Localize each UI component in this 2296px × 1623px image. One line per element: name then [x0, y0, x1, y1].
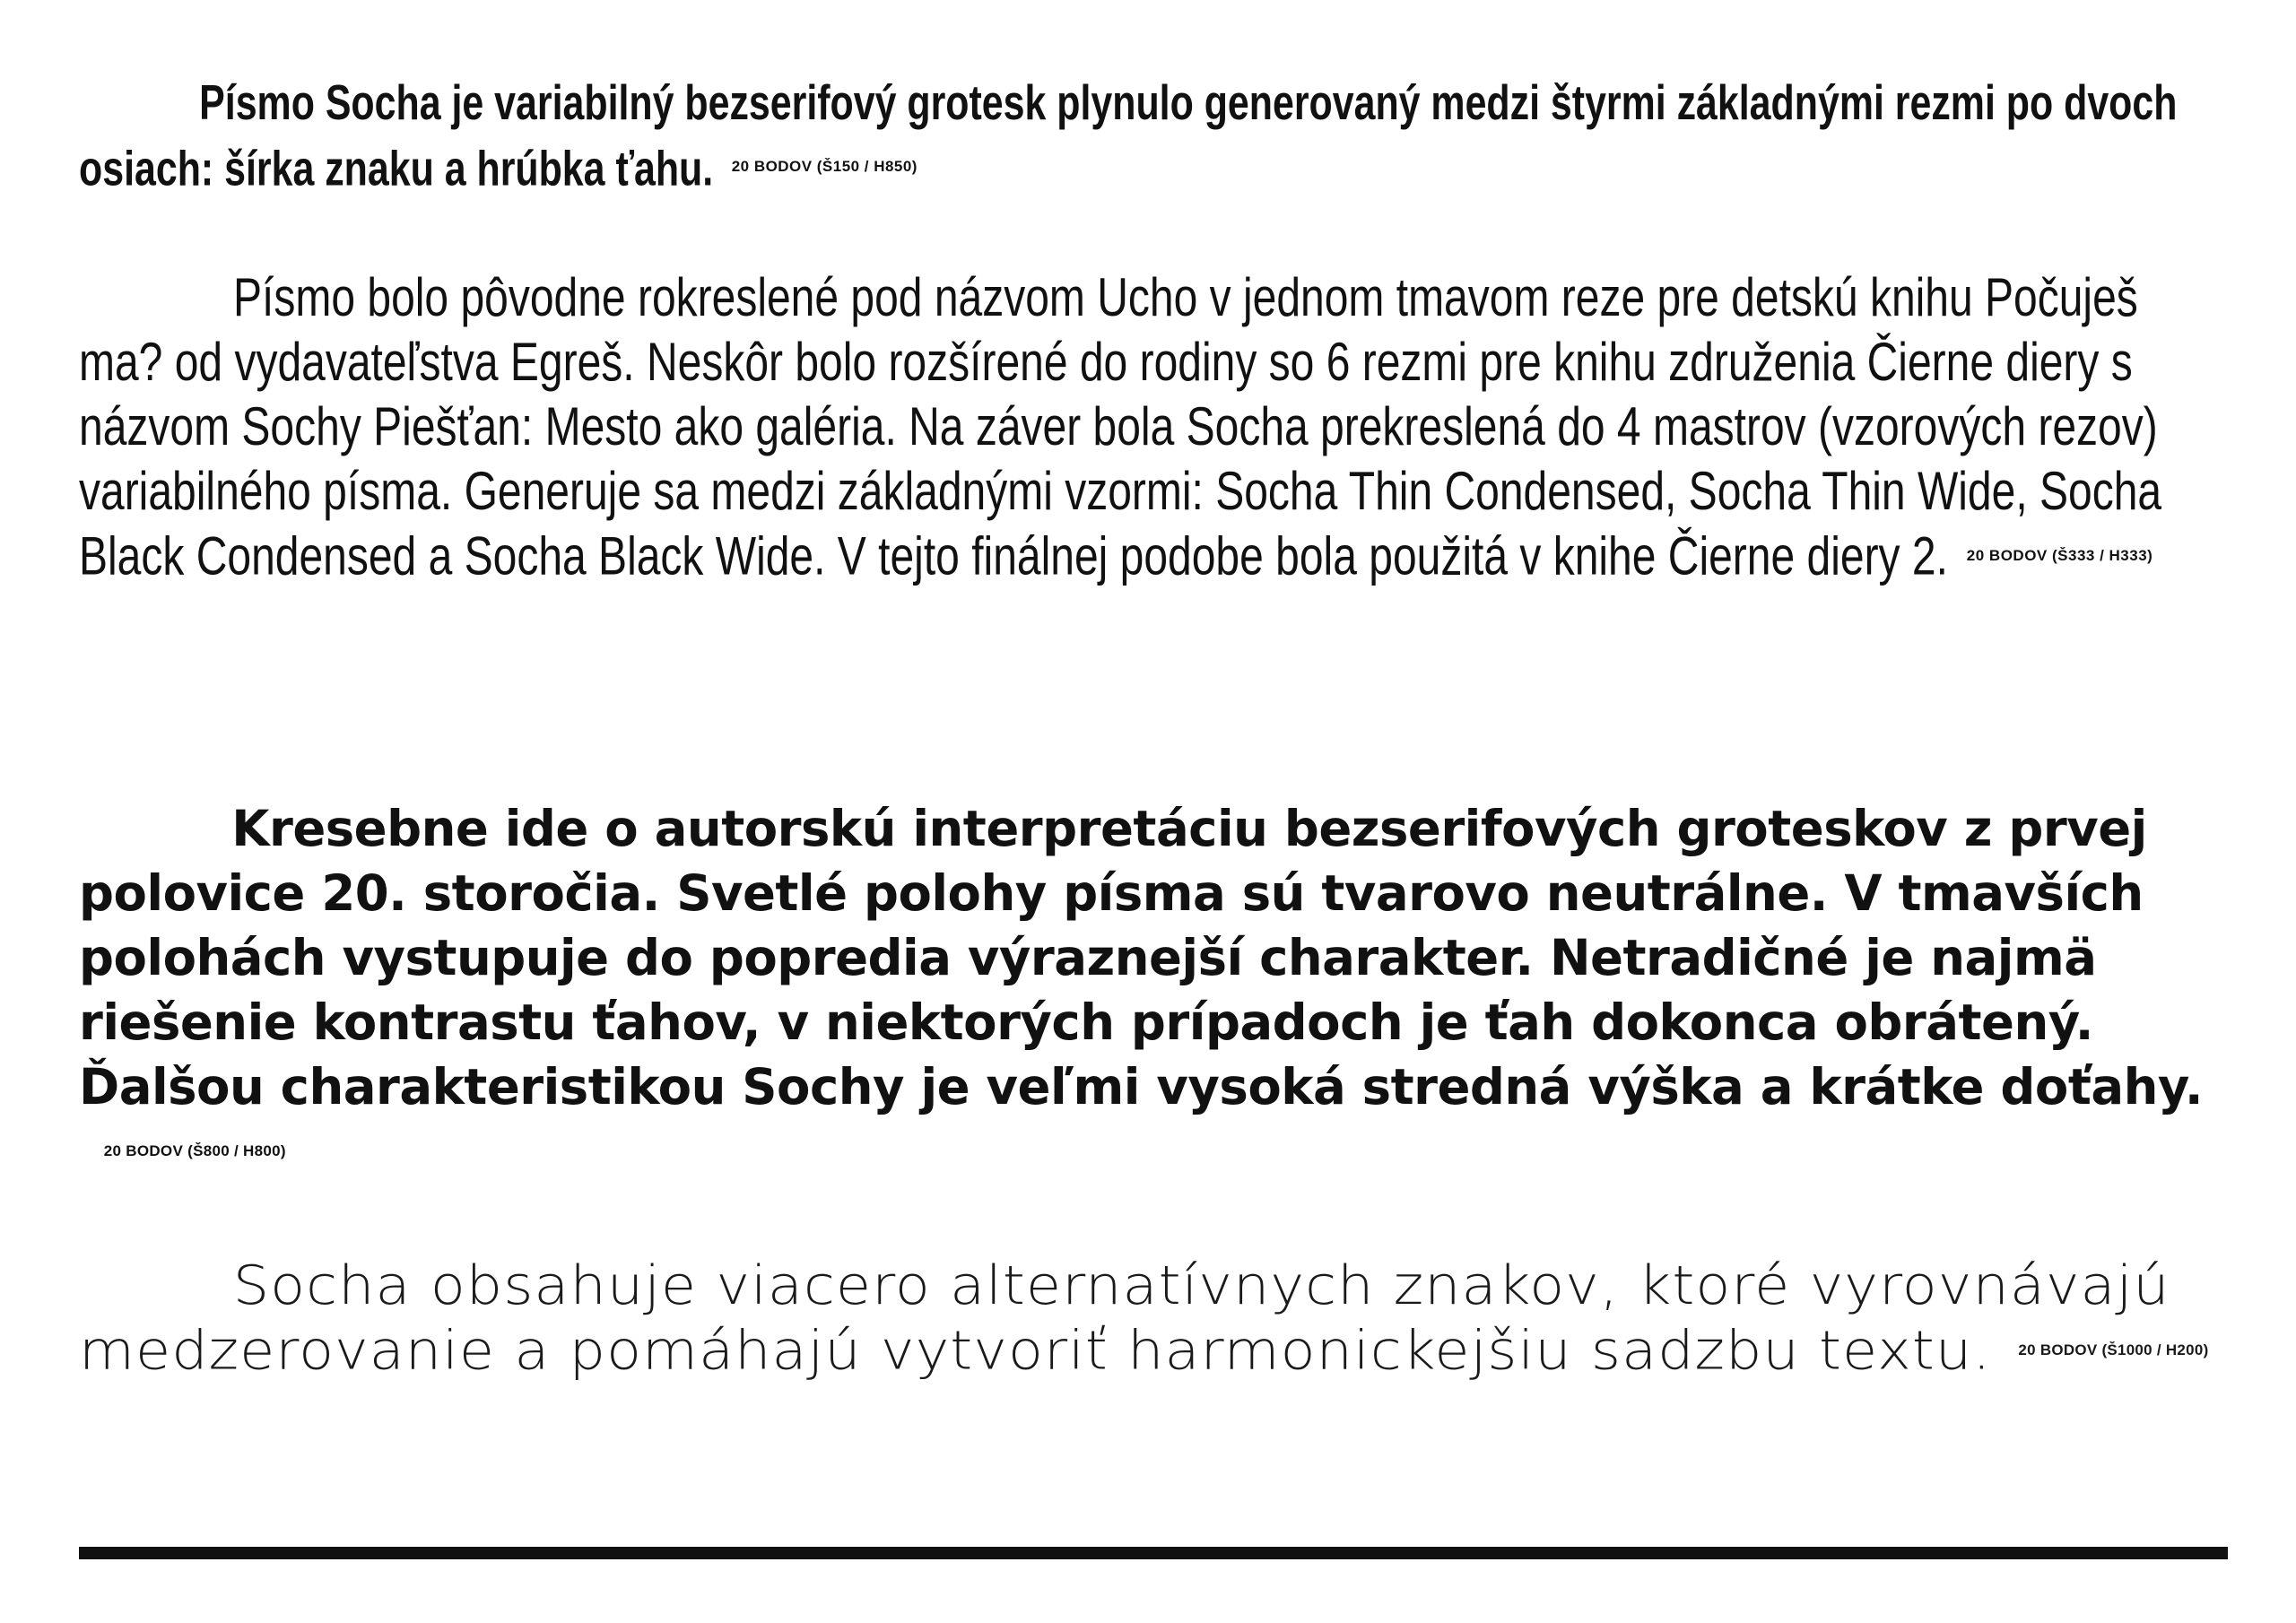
- paragraph-text: Kresebne ide o autorskú interpretáciu bezserifových groteskov z prvej polovice 20. storočia. Svetlé polohy písma sú tvarovo neutrálne. V tmavších polohách vystupuje do popredia výraznejší charakter. Netradičné je najmä riešenie kontrastu ťahov, v niektorých prípadoch je ťah dokonca obrátený. Ďalšou charakteristikou Sochy je veľmi vysoká stredná výška a krátke doťahy.: [79, 800, 2204, 1115]
- paragraph-text: Písmo Socha je variabilný bezserifový grotesk plynulo generovaný medzi štyrmi základnými rezmi po dvoch osiach: šírka znaku a hrúbka ťahu.: [79, 74, 2178, 196]
- paragraph-text: Písmo bolo pôvodne rokreslené pod názvom Ucho v jednom tmavom reze pre detskú knihu Počuješ ma? od vydavateľstva Egreš. Neskôr bolo rozšírené do rodiny so 6 rezmi pre knihu združenia Čierne diery s názvom Sochy Piešťan: Mesto ako galéria. Na záver bola Socha prekreslená do 4 mastrov (vzorových rezov) variabilného písma. Generuje sa medzi základnými vzormi: Socha Thin Condensed, Socha Thin Wide, Socha Black Condensed a Socha Black Wide. V tejto finálnej podobe bola použitá v knihe Čierne diery 2.: [79, 267, 2162, 586]
- paragraph-wide-thin: [79, 1254, 2266, 1383]
- size-note: 20 BODOV (Š1000 / H200): [2018, 1341, 2209, 1358]
- paragraph-regular: [79, 265, 2231, 588]
- size-note: 20 BODOV (Š333 / H333): [1966, 547, 2153, 564]
- paragraph-wide-bold: [79, 796, 2263, 1185]
- paragraph-text: Socha obsahuje viacero alternatívnych znakov, ktoré vyrovnávajú medzerovanie a pomáhajú vytvoriť harmonickejšiu sadzbu textu.: [79, 1254, 2170, 1383]
- size-note: 20 BODOV (Š800 / H800): [103, 1142, 286, 1159]
- size-note: 20 BODOV (Š150 / H850): [731, 158, 918, 175]
- bottom-rule: [79, 1547, 2228, 1559]
- paragraph-condensed-black: [79, 70, 2213, 200]
